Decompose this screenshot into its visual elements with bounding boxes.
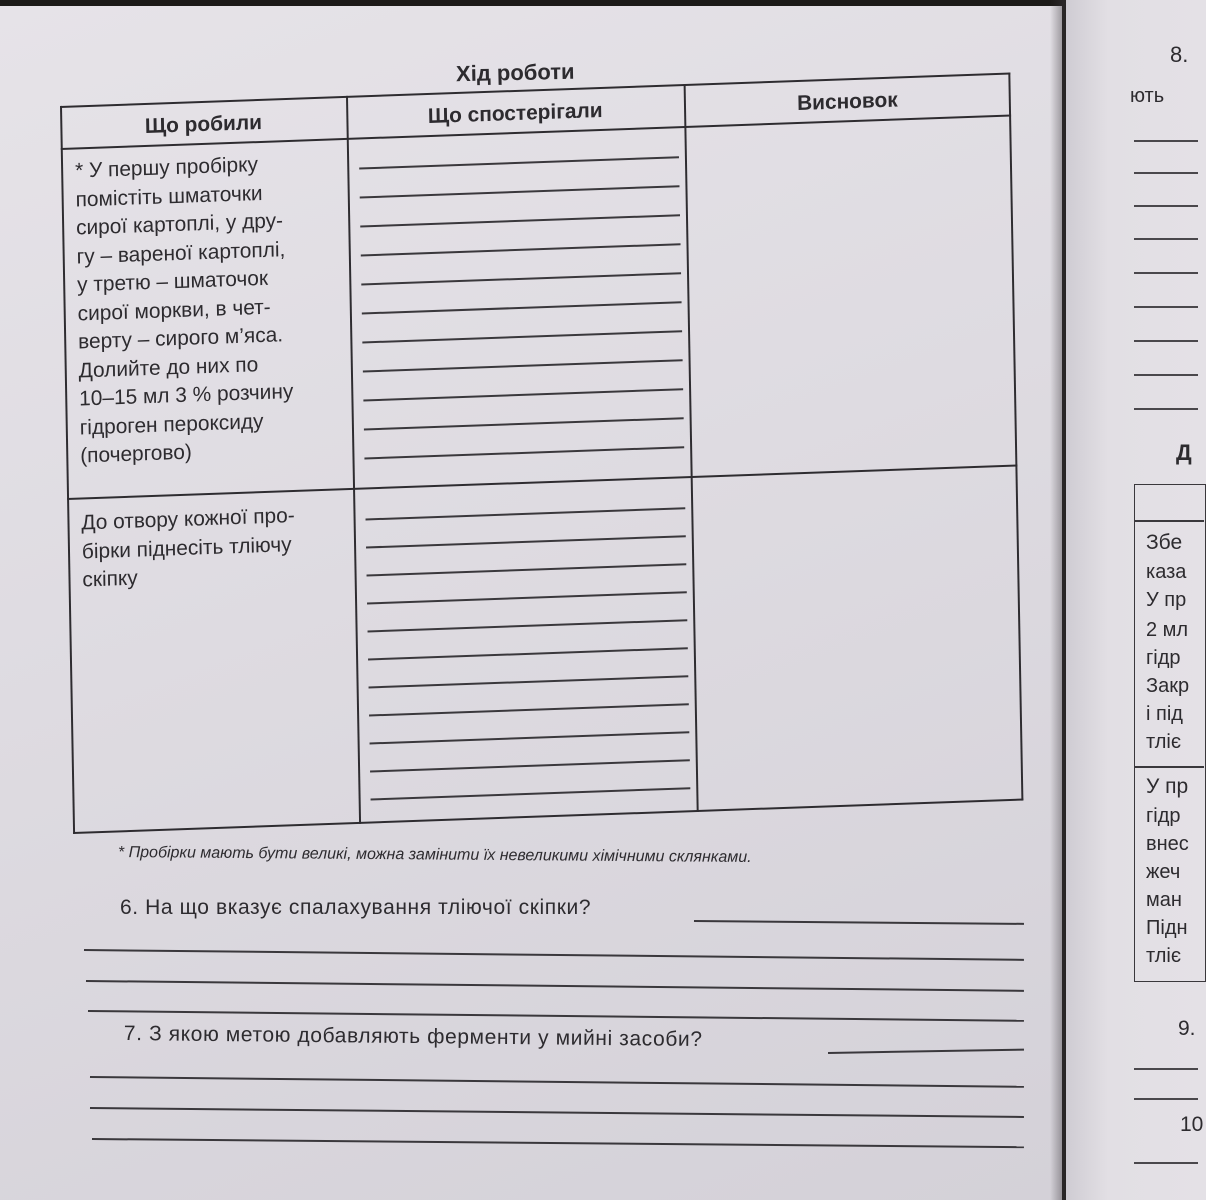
answer-line[interactable]	[90, 1107, 1024, 1117]
next-page-line	[1134, 1162, 1198, 1164]
next-page-fragment: тліє	[1146, 731, 1182, 753]
next-page-line	[1134, 374, 1198, 376]
next-page-line	[1134, 272, 1198, 274]
next-page-fragment: Закр	[1146, 675, 1190, 697]
procedure-cell-1	[75, 148, 351, 471]
next-page-line	[1134, 1098, 1198, 1100]
answer-line[interactable]	[84, 949, 1024, 960]
write-in-line[interactable]	[367, 563, 687, 576]
write-in-line[interactable]	[362, 330, 682, 343]
write-in-line[interactable]	[368, 647, 688, 660]
procedure-line: До отвору кожної про-	[81, 503, 295, 535]
next-page-line	[1134, 172, 1198, 174]
write-in-line[interactable]	[362, 301, 682, 314]
next-page-fragment: Д	[1176, 440, 1192, 465]
answer-line[interactable]	[86, 980, 1024, 991]
next-page-fragment: 10	[1180, 1113, 1204, 1136]
answer-line[interactable]	[90, 1076, 1024, 1087]
next-page-fragment: У пр	[1146, 775, 1189, 798]
next-page-fragment: гідр	[1146, 647, 1181, 669]
next-page-line	[1134, 340, 1198, 342]
next-page-fragment: У пр	[1146, 589, 1187, 611]
write-in-line[interactable]	[361, 243, 681, 256]
header-conclusion: Висновок	[796, 88, 898, 116]
write-in-line[interactable]	[370, 731, 690, 744]
procedure-line: сирої моркви, в чет-	[77, 295, 271, 326]
write-in-line[interactable]	[367, 591, 687, 604]
procedure-line: помістіть шматочки	[75, 181, 263, 212]
next-page-fragment: Збе	[1146, 531, 1183, 554]
write-in-line[interactable]	[369, 675, 689, 688]
footnote: * Пробірки мають бути великі, можна замінити їх невеликими хімічними склянками.	[117, 844, 752, 866]
next-page-fragment: ють	[1130, 85, 1165, 107]
next-page-line	[1134, 408, 1198, 410]
next-page-fragment: жеч	[1146, 861, 1181, 883]
procedure-line: гідроген пероксиду	[79, 409, 264, 440]
next-page-line	[1134, 238, 1198, 240]
next-page-fragment: каза	[1146, 561, 1187, 583]
procedure-line: * У першу пробірку	[74, 153, 259, 183]
next-page-fragment: внес	[1146, 833, 1189, 855]
answer-line[interactable]	[694, 920, 1024, 924]
write-in-line[interactable]	[370, 759, 690, 772]
workbook-page	[0, 6, 1062, 1200]
write-in-line[interactable]	[363, 359, 683, 372]
write-in-line[interactable]	[359, 156, 679, 169]
next-page-line	[1134, 1068, 1198, 1070]
write-in-line[interactable]	[366, 507, 686, 520]
answer-line[interactable]	[92, 1138, 1024, 1148]
table-border-right	[1008, 73, 1023, 801]
write-in-line[interactable]	[360, 185, 680, 198]
procedure-line: сирої картоплі, у дру-	[75, 209, 284, 240]
write-in-line[interactable]	[366, 535, 686, 548]
write-in-line[interactable]	[360, 214, 680, 227]
next-page-fragment: і під	[1146, 703, 1183, 725]
next-page-box-divider	[1134, 766, 1204, 768]
page-title: Хід роботи	[455, 58, 575, 87]
table-border-left	[60, 106, 75, 834]
write-in-line[interactable]	[368, 619, 688, 632]
next-page-line	[1134, 306, 1198, 308]
next-page-fragment: 2 мл	[1146, 619, 1189, 641]
procedure-line: бірки піднесіть тліючу	[81, 532, 292, 564]
header-what-observed: Що спостерігали	[427, 98, 603, 129]
next-page-fragment: ман	[1146, 889, 1182, 911]
write-in-line[interactable]	[369, 703, 689, 716]
procedure-line: 10–15 мл 3 % розчину	[78, 379, 294, 411]
answer-line[interactable]	[828, 1049, 1024, 1054]
work-table	[60, 72, 1026, 836]
answer-line[interactable]	[88, 1010, 1024, 1021]
procedure-line: у третю – шматочок	[76, 266, 269, 297]
row-divider	[67, 465, 1017, 500]
write-in-line[interactable]	[364, 417, 684, 430]
next-page-fragment: Підн	[1146, 917, 1188, 939]
table-border-bottom	[73, 799, 1023, 834]
next-page-line	[1134, 140, 1198, 142]
header-what-did: Що робили	[144, 110, 263, 139]
question-7: 7. З якою метою добавляють ферменти у мийні засоби?	[123, 1022, 703, 1052]
next-page-line	[1134, 205, 1198, 207]
procedure-line: верту – сирого м’яса.	[77, 323, 284, 354]
next-page-fragment: гідр	[1146, 805, 1181, 827]
procedure-line: скіпку	[82, 566, 138, 592]
procedure-cell-2	[81, 500, 353, 595]
write-in-line[interactable]	[361, 272, 681, 285]
procedure-line: (почергово)	[80, 440, 192, 468]
next-page-fragment: 8.	[1170, 42, 1189, 67]
write-in-line[interactable]	[371, 787, 691, 800]
write-in-line[interactable]	[364, 446, 684, 459]
next-page-box-divider	[1134, 520, 1204, 522]
next-page-fragment: 9.	[1178, 1017, 1196, 1040]
question-6: 6. На що вказує спалахування тліючої скіпки?	[120, 896, 592, 919]
procedure-line: гу – вареної картоплі,	[76, 237, 286, 269]
next-page-fragment: тліє	[1146, 945, 1182, 967]
write-in-line[interactable]	[363, 388, 683, 401]
procedure-line: Долийте до них по	[78, 352, 259, 383]
